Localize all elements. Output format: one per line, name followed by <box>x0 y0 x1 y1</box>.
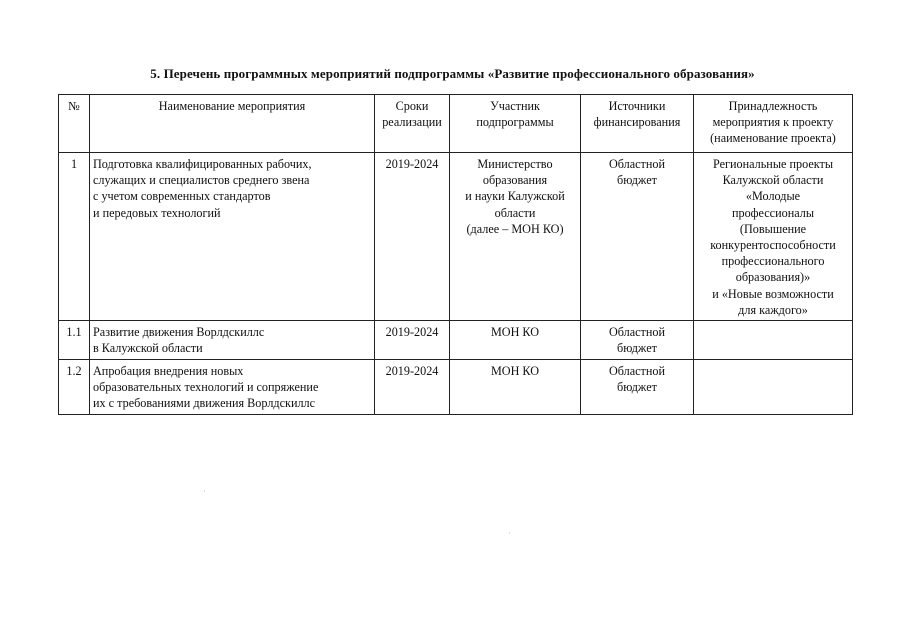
row-num: 1.2 <box>59 360 90 415</box>
table-row <box>59 153 853 321</box>
header-num: № <box>59 95 90 153</box>
row-dates: 2019-2024 <box>375 360 450 415</box>
measures-table <box>58 94 853 415</box>
scan-speck: · <box>203 486 206 496</box>
row-participant: Министерство образования и науки Калужской области (далее – МОН КО) <box>450 153 581 321</box>
row-num: 1.1 <box>59 321 90 360</box>
table-row <box>59 321 853 360</box>
row-name: Подготовка квалифицированных рабочих, служащих и специалистов среднего звена с учетом современных стандартов и передовых технологий <box>90 153 375 321</box>
page-title: 5. Перечень программных мероприятий подпрограммы «Развитие профессионального образования» <box>150 66 755 81</box>
table-header-row <box>59 95 853 153</box>
row-project <box>694 321 853 360</box>
header-participant: Участник подпрограммы <box>450 95 581 153</box>
header-name: Наименование мероприятия <box>90 95 375 153</box>
scan-speck: · <box>508 528 511 538</box>
row-name: Развитие движения Ворлдскиллс в Калужской области <box>90 321 375 360</box>
row-project: Региональные проекты Калужской области «Молодые профессионалы (Повышение конкурентоспособности профессионального образования)» и «Новые возможности для каждого» <box>694 153 853 321</box>
row-dates: 2019-2024 <box>375 153 450 321</box>
header-sources: Источники финансирования <box>581 95 694 153</box>
row-name: Апробация внедрения новых образовательных технологий и сопряжение их с требованиями движения Ворлдскиллс <box>90 360 375 415</box>
header-dates: Сроки реализации <box>375 95 450 153</box>
row-num: 1 <box>59 153 90 321</box>
row-participant: МОН КО <box>450 360 581 415</box>
row-sources: Областной бюджет <box>581 321 694 360</box>
row-sources: Областной бюджет <box>581 360 694 415</box>
table-row <box>59 360 853 415</box>
header-project: Принадлежность мероприятия к проекту (наименование проекта) <box>694 95 853 153</box>
row-sources: Областной бюджет <box>581 153 694 321</box>
row-project <box>694 360 853 415</box>
row-dates: 2019-2024 <box>375 321 450 360</box>
row-participant: МОН КО <box>450 321 581 360</box>
